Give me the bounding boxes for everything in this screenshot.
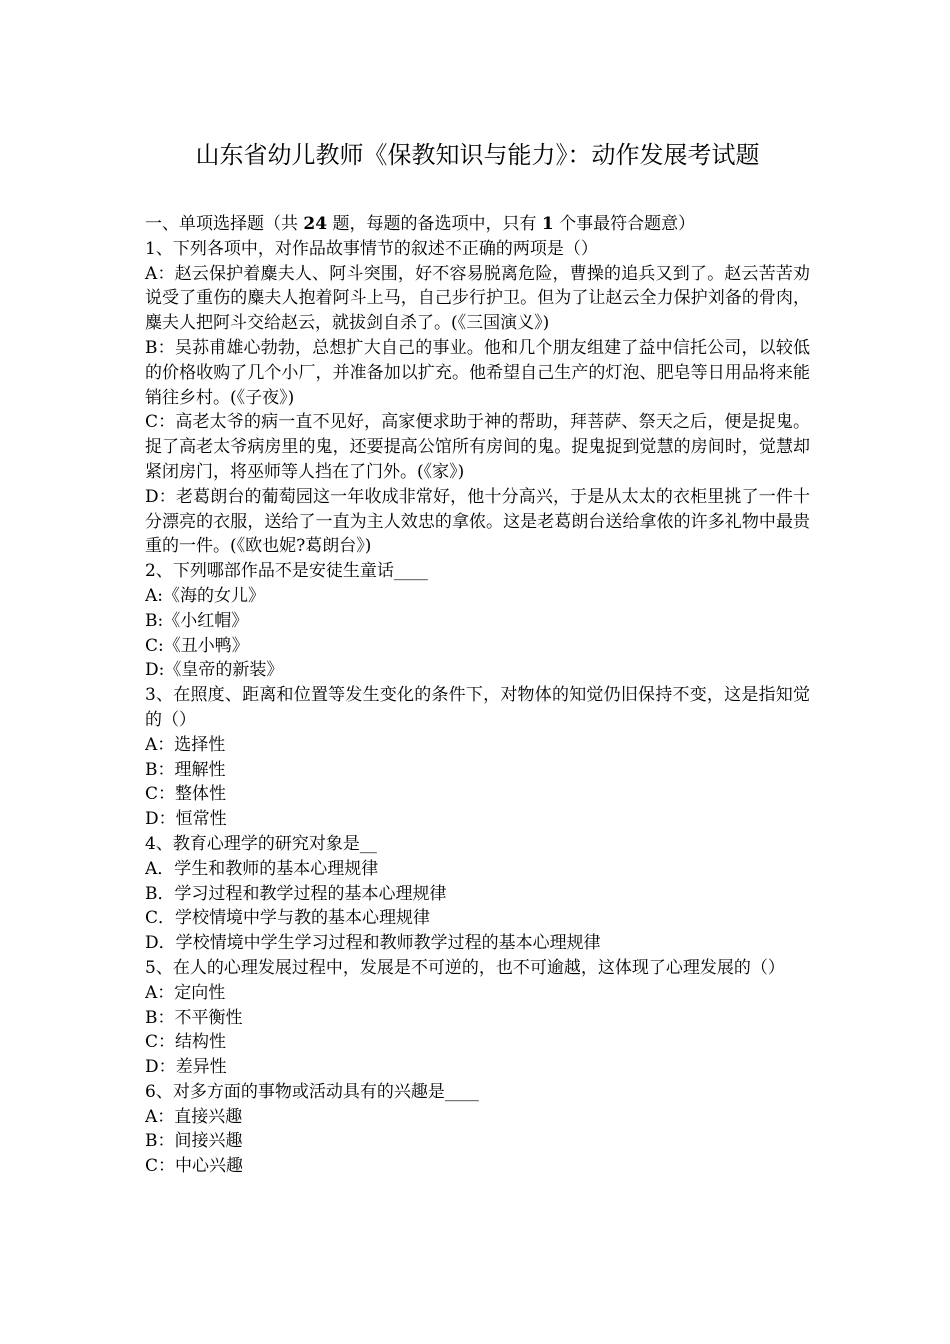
answer-option: B：理解性 — [145, 759, 226, 780]
answer-option: A：赵云保护着麋夫人、阿斗突围，好不容易脱离危险，曹操的追兵又到了。赵云苦苦劝说受了重伤的麋夫人抱着阿斗上马，自己步行护卫。但为了让赵云全力保护刘备的骨肉，麋夫人把阿斗交给赵云，就拔剑自杀了。(《三国演义》) — [145, 263, 810, 334]
question-count: 24 — [303, 214, 328, 234]
answer-option: C：整体性 — [145, 784, 227, 805]
question-stem: 3、在照度、距离和位置等发生变化的条件下，对物体的知觉仍旧保持不变，这是指知觉的（） — [145, 685, 810, 730]
answer-option: A：选择性 — [145, 734, 226, 755]
answer-option: B：不平衡性 — [145, 1007, 243, 1028]
question-stem: 2、下列哪部作品不是安徒生童话____ — [145, 561, 428, 582]
answer-option: A：定向性 — [145, 982, 226, 1003]
question-stem: 4、教育心理学的研究对象是__ — [145, 833, 377, 854]
document-title: 山东省幼儿教师《保教知识与能力》：动作发展考试题 — [195, 141, 760, 169]
answer-option: B:《小红帽》 — [145, 610, 249, 631]
answer-count: 1 — [541, 214, 554, 234]
section-header-middle: 题，每题的备选项中，只有 — [327, 214, 542, 234]
answer-option: D：老葛朗台的葡萄园这一年收成非常好，他十分高兴，于是从太太的衣柜里挑了一件十分漂亮的衣服，送给了一直为主人效忠的拿侬。这是老葛朗台送给拿侬的许多礼物中最贵重的一件。(《欧也妮?葛朗台》) — [145, 486, 810, 557]
answer-option: D：恒常性 — [145, 809, 227, 830]
question-stem: 1、下列各项中，对作品故事情节的叙述不正确的两项是（） — [145, 238, 598, 259]
section-header-prefix: 一、单项选择题（共 — [145, 214, 304, 234]
answer-option: B：吴荪甫雄心勃勃，总想扩大自己的事业。他和几个朋友组建了益中信托公司，以较低的价格收购了几个小厂，并准备加以扩充。他希望自己生产的灯泡、肥皂等日用品将来能销往乡村。(《子夜》) — [145, 337, 810, 408]
question-stem: 5、在人的心理发展过程中，发展是不可逆的，也不可逾越，这体现了心理发展的（） — [145, 957, 785, 978]
section-header — [145, 212, 810, 237]
answer-option: C：高老太爷的病一直不见好，高家便求助于神的帮助，拜菩萨、祭天之后，便是捉鬼。捉了高老太爷病房里的鬼，还要提高公馆所有房间的鬼。捉鬼捉到觉慧的房间时，觉慧却紧闭房门，将巫师等人挡在了门外。(《家》) — [145, 412, 810, 482]
question-stem: 6、对多方面的事物或活动具有的兴趣是____ — [145, 1081, 479, 1102]
answer-option: D:《皇帝的新装》 — [145, 660, 284, 681]
answer-option: D：差异性 — [145, 1057, 227, 1078]
answer-option: C：结构性 — [145, 1032, 227, 1053]
document-body — [145, 212, 810, 1179]
answer-option: B：间接兴趣 — [145, 1131, 243, 1152]
section-header-suffix: 个事最符合题意） — [553, 214, 696, 234]
answer-option: C．学校情境中学与教的基本心理规律 — [145, 908, 431, 929]
answer-option: A:《海的女儿》 — [145, 585, 266, 606]
answer-option: D．学校情境中学生学习过程和教师教学过程的基本心理规律 — [145, 933, 601, 954]
answer-option: C：中心兴趣 — [145, 1156, 244, 1177]
answer-option: B．学习过程和教学过程的基本心理规律 — [145, 883, 447, 904]
answer-option: A．学生和教师的基本心理规律 — [145, 858, 379, 879]
answer-option: C:《丑小鸭》 — [145, 635, 249, 656]
answer-option: A：直接兴趣 — [145, 1106, 243, 1127]
